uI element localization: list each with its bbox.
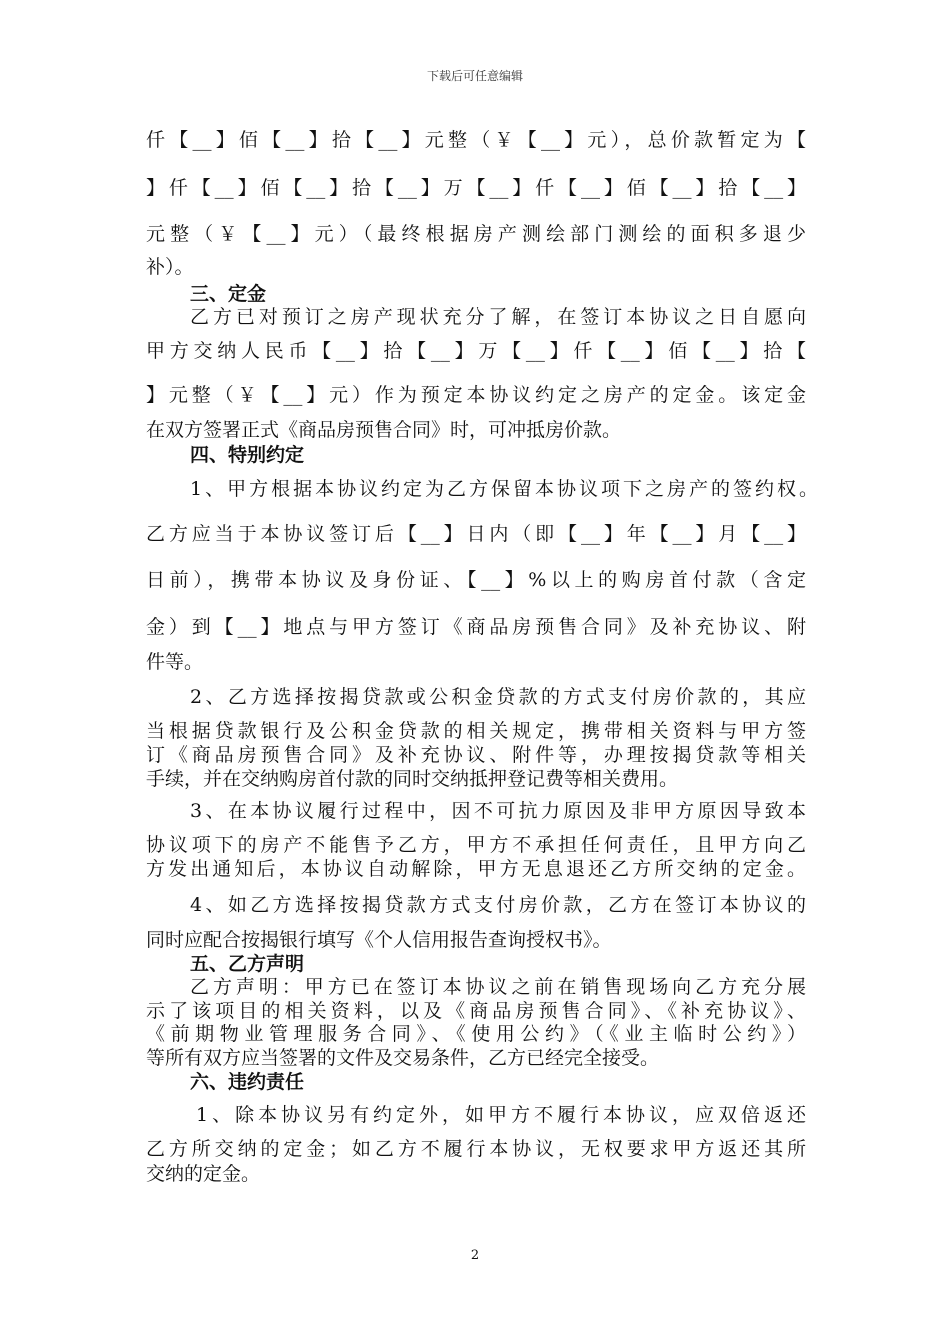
page-header: 下载后可任意编辑	[426, 69, 523, 83]
body-line: 乙方所交纳的定金；如乙方不履行本协议，无权要求甲方返还其所	[146, 1138, 806, 1160]
body-line: 在双方签署正式《商品房预售合同》时，可冲抵房价款。	[146, 419, 622, 441]
section-heading: 六、违约责任	[190, 1071, 305, 1093]
body-line: 乙方已对预订之房产现状充分了解，在签订本协议之日自愿向	[190, 306, 806, 328]
body-line: 方发出通知后，本协议自动解除，甲方无息退还乙方所交纳的定金。	[146, 858, 806, 880]
body-line: 日前），携带本协议及身份证、【__】%以上的购房首付款（含定	[146, 569, 806, 591]
body-line: 《前期物业管理服务合同》、《使用公约》（《业主临时公约》）	[146, 1023, 806, 1045]
body-line: 手续，并在交纳购房首付款的同时交纳抵押登记费等相关费用。	[146, 768, 679, 790]
body-line: 补）。	[146, 256, 194, 278]
body-line: 等所有双方应当签署的文件及交易条件，乙方已经完全接受。	[146, 1047, 660, 1069]
body-line: 当根据贷款银行及公积金贷款的相关规定，携带相关资料与甲方签	[146, 720, 806, 742]
body-line: 同时应配合按揭银行填写《个人信用报告查询授权书》。	[146, 929, 612, 951]
body-line: 件等。	[146, 651, 204, 673]
body-line: 4、如乙方选择按揭贷款方式支付房价款，乙方在签订本协议的	[190, 894, 806, 916]
body-line: 1、除本协议另有约定外，如甲方不履行本协议，应双倍返还	[196, 1104, 806, 1126]
section-heading: 四、特别约定	[190, 444, 305, 466]
body-line: 交纳的定金。	[146, 1163, 261, 1185]
section-heading: 五、乙方声明	[190, 953, 305, 975]
body-line: 元整（￥【__】元）（最终根据房产测绘部门测绘的面积多退少	[146, 223, 806, 245]
body-line: 示了该项目的相关资料，以及《商品房预售合同》、《补充协议》、	[146, 1000, 806, 1022]
body-line: 乙方应当于本协议签订后【__】日内（即【__】年【__】月【__】	[146, 523, 806, 545]
body-line: 】元整（￥【__】元）作为预定本协议约定之房产的定金。该定金	[146, 384, 806, 406]
body-line: 】仟【__】佰【__】拾【__】万【__】仟【__】佰【__】拾【__】	[146, 177, 806, 199]
body-line: 3、在本协议履行过程中，因不可抗力原因及非甲方原因导致本	[190, 800, 806, 822]
body-line: 订《商品房预售合同》及补充协议、附件等，办理按揭贷款等相关	[146, 744, 806, 766]
body-line: 2、乙方选择按揭贷款或公积金贷款的方式支付房价款的，其应	[190, 686, 806, 708]
body-line: 甲方交纳人民币【__】拾【__】万【__】仟【__】佰【__】拾【	[146, 340, 806, 362]
body-line: 金）到【__】地点与甲方签订《商品房预售合同》及补充协议、附	[146, 616, 806, 638]
body-line: 乙方声明：甲方已在签订本协议之前在销售现场向乙方充分展	[190, 976, 806, 998]
body-line: 协议项下的房产不能售予乙方，甲方不承担任何责任，且甲方向乙	[146, 834, 806, 856]
body-line: 仟【__】佰【__】拾【__】元整（￥【__】元），总价款暂定为【	[146, 129, 806, 151]
section-heading: 三、定金	[190, 283, 267, 305]
body-line: 1、甲方根据本协议约定为乙方保留本协议项下之房产的签约权。	[190, 478, 818, 500]
page-number: 2	[470, 1248, 480, 1263]
